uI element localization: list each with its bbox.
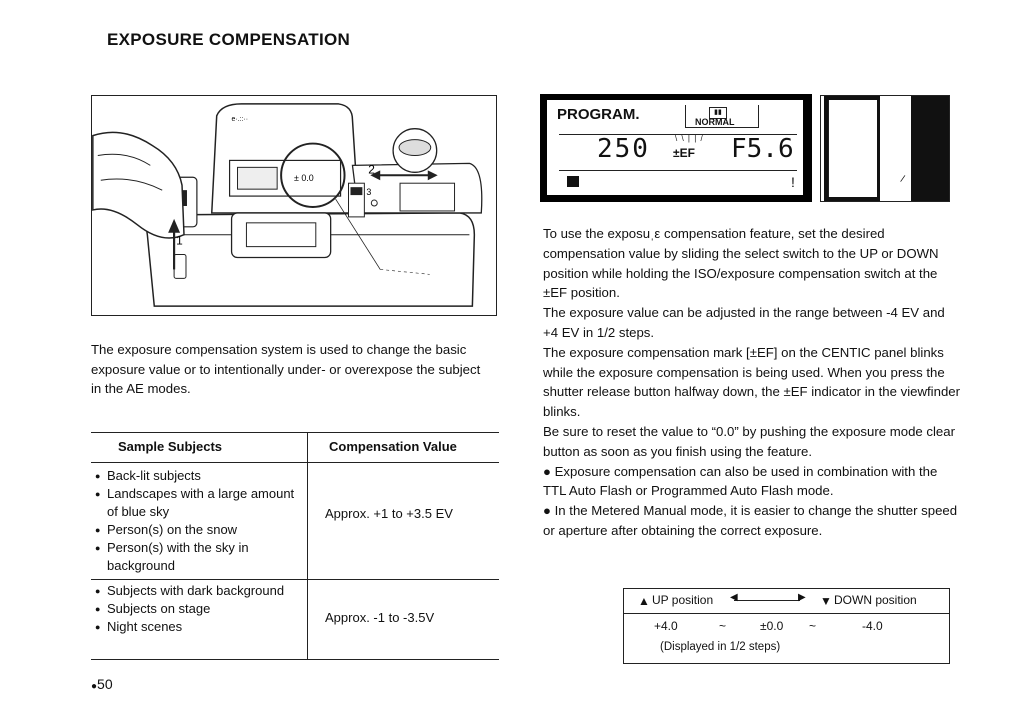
normal-bracket [685, 105, 759, 128]
window-readout: ± 0.0 [294, 173, 314, 184]
page-bullet-icon: ● [91, 681, 98, 692]
lcd-panel [540, 94, 812, 202]
normal-label: NORMAL [695, 117, 735, 127]
camera-illustration [91, 95, 497, 316]
list-item: ● Back-lit subjects [91, 467, 296, 485]
tilde-2: ~ [809, 619, 817, 633]
zero-value: ±0.0 [760, 619, 784, 633]
column-divider [307, 433, 308, 462]
aperture-readout: F5.6 [731, 134, 794, 164]
down-label: DOWN position [834, 593, 917, 607]
up-label: UP position [652, 593, 714, 607]
intro-text: The exposure compensation system is used to change the basic exposure value or to intentionally under- or overexpose the subject in the AE modes. [91, 342, 481, 396]
ef-label: ±EF [673, 146, 695, 160]
instruction-paragraph: To use the exposuˌε compensation feature, set the desired compensation value by sliding the select switch to the UP or DOWN position while holding the ISO/exposure compensation switch at the ±EF position. [543, 226, 939, 301]
subject-group-bright [91, 463, 499, 580]
svg-text:e·.::··: e·.::·· [231, 115, 249, 123]
list-item: ● Subjects with dark background [91, 582, 296, 600]
page-number-text: 50 [97, 676, 113, 692]
shutter-readout: 250 [597, 134, 650, 164]
subjects-table-header [91, 432, 499, 463]
left-arrowhead-icon: ◀ [730, 592, 738, 603]
callout-3: 3 [366, 187, 372, 198]
list-item: ● Person(s) with the sky in background [91, 539, 296, 575]
lcd-mode: PROGRAM. [557, 106, 640, 123]
instruction-paragraph: The exposure compensation mark [±EF] on the CENTIC panel blinks while the exposure compensation is being used. When you press the shutter release button halfway down, the ±EF indicator in the viewfinder blinks. [543, 344, 961, 420]
page-number [91, 676, 113, 692]
down-arrow-icon: ▼ [820, 594, 832, 608]
intro-paragraph [91, 340, 491, 399]
compensation-value-plus: Approx. +1 to +3.5 EV [325, 506, 453, 521]
viewfinder-dark-band [911, 96, 949, 201]
list-item: ● Person(s) on the snow [91, 521, 296, 539]
range-note: (Displayed in 1/2 steps) [660, 641, 781, 653]
range-arrow-line [734, 600, 800, 601]
list-item: ● Night scenes [91, 618, 296, 636]
header-subjects: Sample Subjects [118, 439, 223, 454]
lcd-display [547, 100, 803, 195]
camera-drawing [92, 96, 496, 315]
list-item: ● Subjects on stage [91, 600, 296, 618]
header-value: Compensation Value [329, 439, 457, 454]
up-arrow-icon: ▲ [638, 594, 650, 608]
column-divider [307, 580, 308, 659]
plus-value: +4.0 [654, 619, 678, 633]
viewfinder-window [828, 100, 877, 197]
tilde-1: ~ [719, 619, 727, 633]
list-item: ● Landscapes with a large amount of blue sky [91, 485, 296, 521]
instruction-paragraph: ● Exposure compensation can also be used in combination with the TTL Auto Flash or Programmed Auto Flash mode. [543, 463, 938, 499]
right-arrowhead-icon: ▶ [798, 592, 806, 603]
instructions-text [543, 224, 961, 541]
subjects-table [91, 432, 499, 660]
range-header-row [624, 589, 949, 614]
callout-1: 1 [176, 233, 183, 248]
compensation-value-minus: Approx. -1 to -3.5V [325, 610, 435, 625]
range-table [623, 588, 950, 664]
viewfinder-mark: / [899, 173, 906, 186]
instruction-paragraph: The exposure value can be adjusted in the range between -4 EV and +4 EV in 1/2 steps. [543, 305, 945, 340]
indicator-tick: ! [791, 174, 795, 190]
instruction-paragraph: Be sure to reset the value to “0.0” by pushing the exposure mode clear button as soon as you finish using the feature. [543, 423, 955, 459]
viewfinder-illustration [820, 95, 950, 202]
battery-icon: ▮▮ [709, 107, 727, 119]
lcd-divider-2 [559, 170, 797, 171]
subject-group-dark [91, 580, 499, 660]
instruction-paragraph: ● In the Metered Manual mode, it is easier to change the shutter speed or aperture after obtaining the correct exposure. [543, 503, 958, 538]
callout-2: 2 [368, 162, 375, 177]
minus-value: -4.0 [862, 619, 883, 633]
page-title: EXPOSURE COMPENSATION [107, 30, 351, 49]
ef-ticks: \ \ | | / [675, 134, 704, 143]
column-divider [307, 463, 308, 579]
viewfinder-dark-panel [824, 96, 880, 201]
indicator-square [567, 176, 579, 187]
